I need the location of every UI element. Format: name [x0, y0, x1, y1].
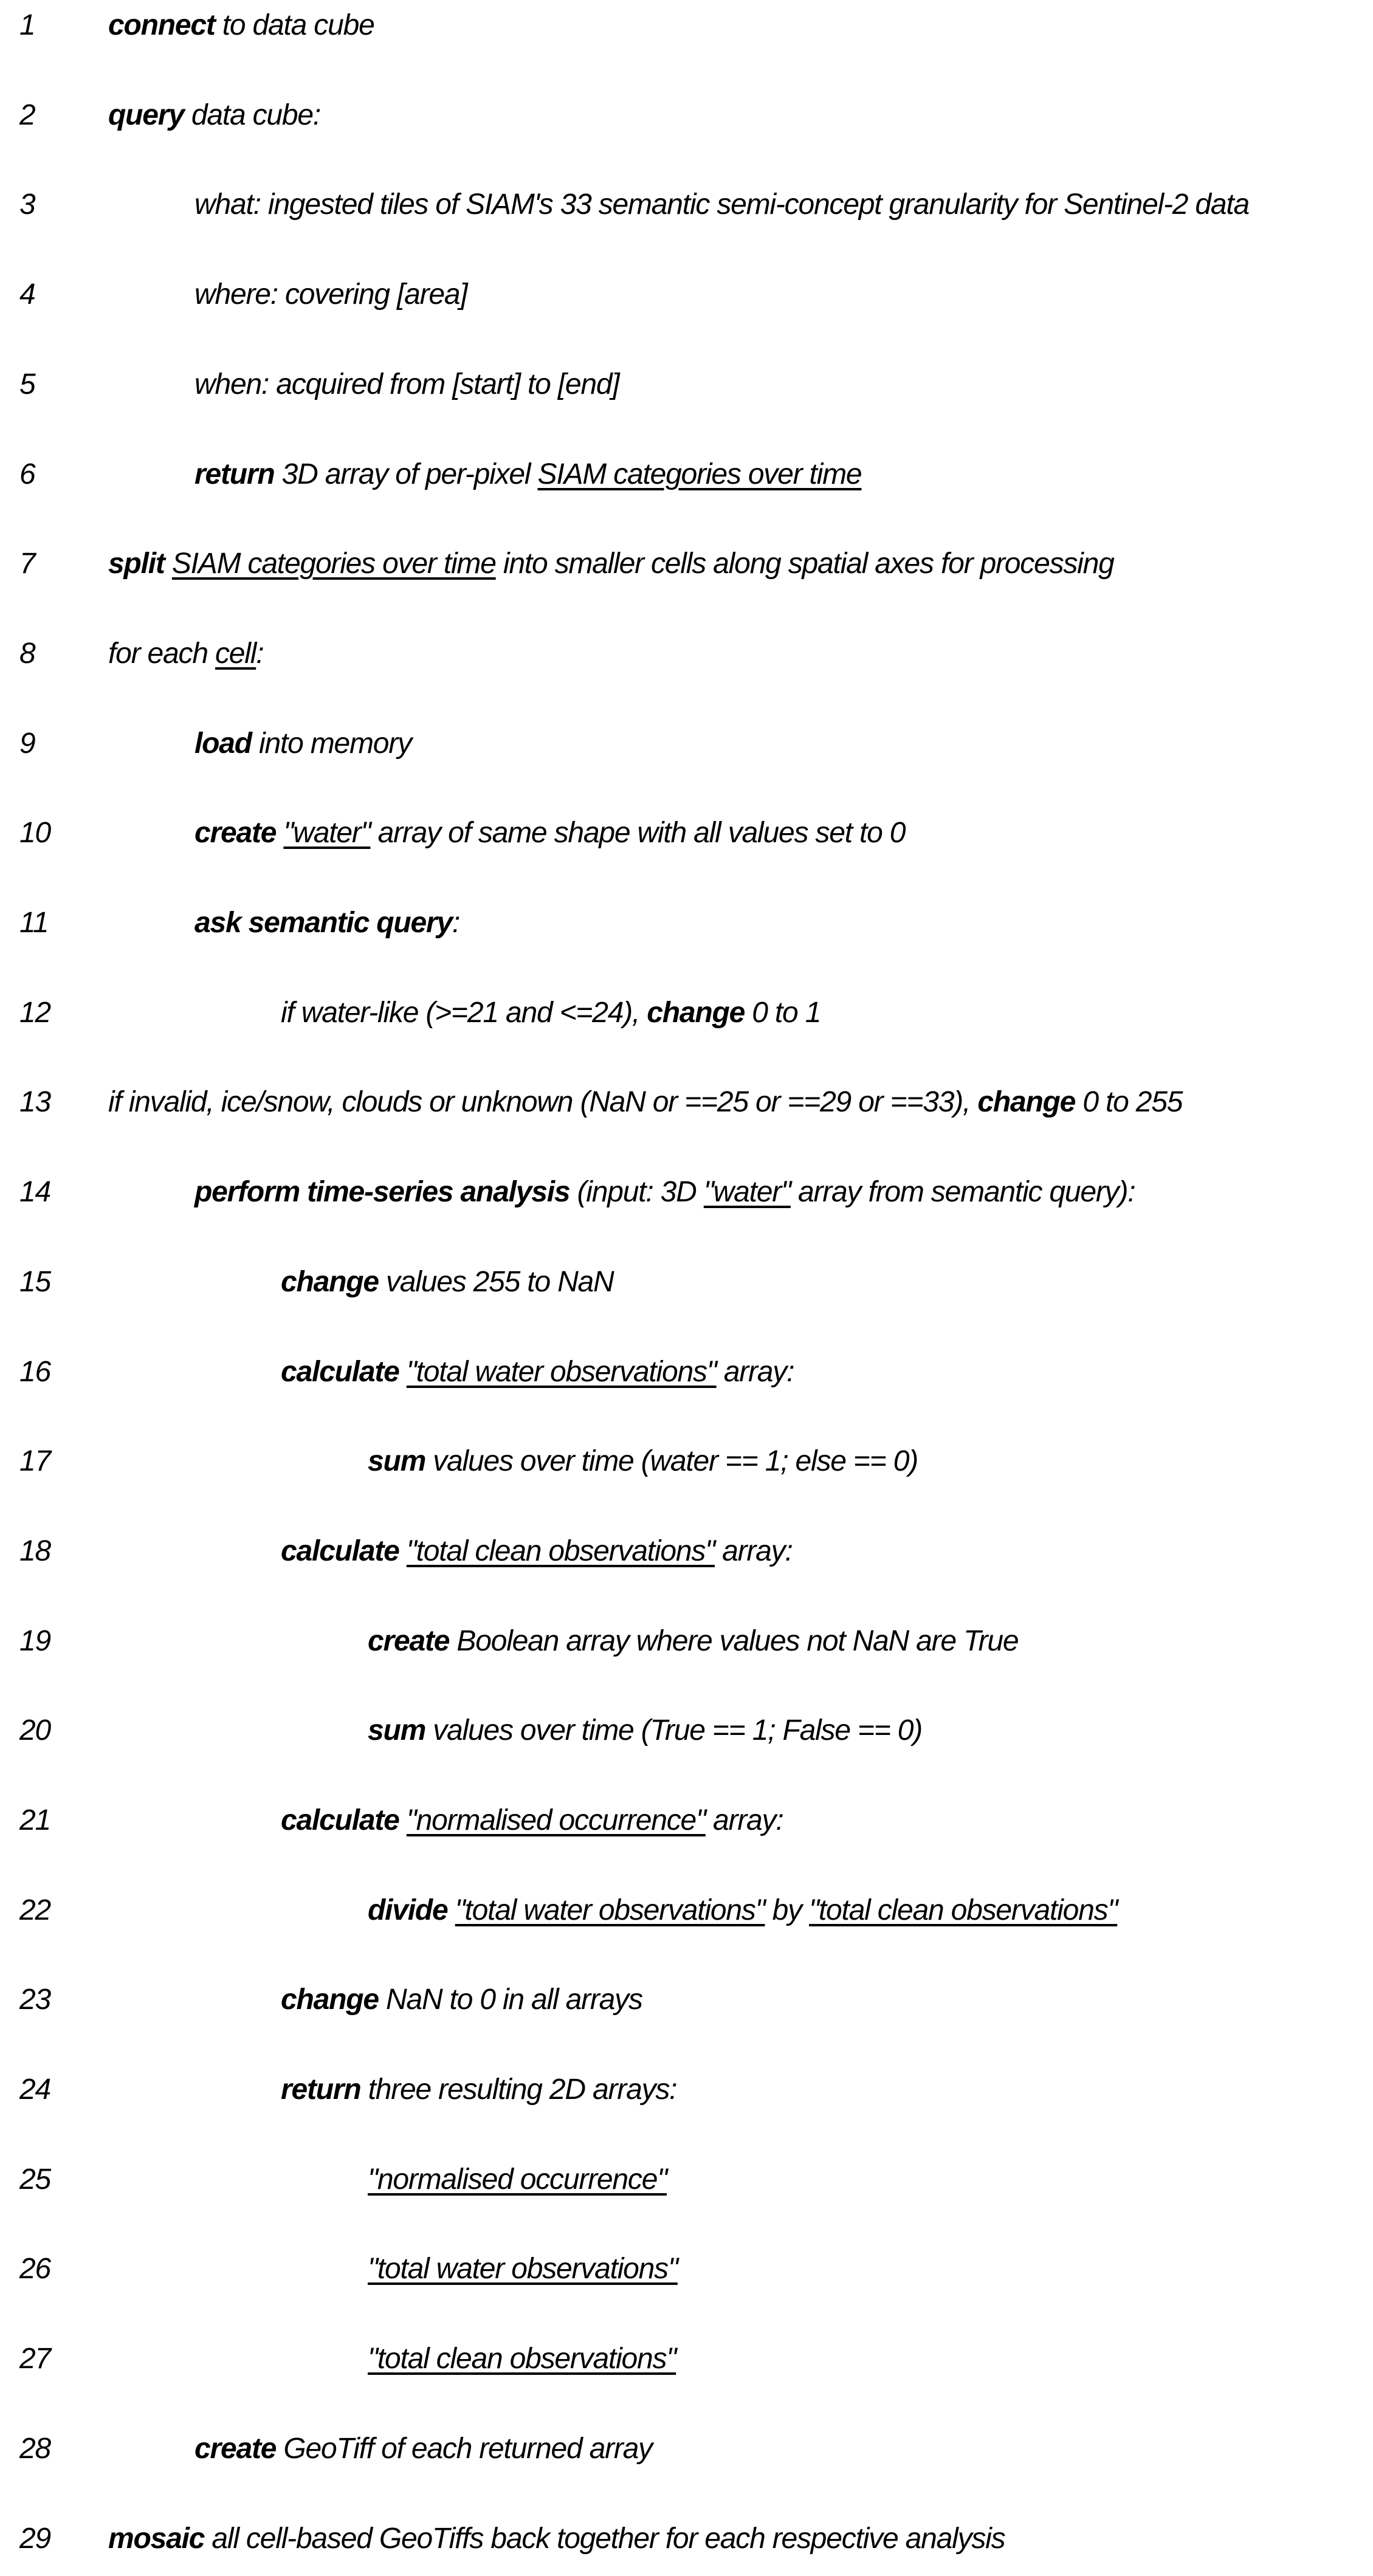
line-text — [108, 91, 320, 140]
text-fragment: 3D array of per-pixel — [274, 458, 538, 490]
text-fragment: array: — [714, 1535, 793, 1567]
keyword: return — [281, 2073, 361, 2106]
variable-name: "total water observations" — [368, 2253, 678, 2285]
code-line — [0, 450, 1373, 499]
line-text — [281, 1796, 783, 1845]
code-line — [0, 1437, 1373, 1486]
code-line — [0, 720, 1373, 768]
code-line — [0, 899, 1373, 947]
code-line — [0, 2425, 1373, 2473]
code-line — [0, 91, 1373, 140]
line-number: 1 — [19, 9, 35, 41]
variable-name: "water" — [703, 1176, 791, 1208]
line-number: 4 — [19, 278, 35, 311]
line-number: 29 — [19, 2523, 50, 2555]
code-line — [0, 1796, 1373, 1845]
text-fragment: where: covering [area] — [194, 278, 467, 311]
text-fragment — [399, 1535, 407, 1567]
text-fragment: Boolean array where values not NaN are True — [449, 1625, 1019, 1657]
line-number: 26 — [19, 2253, 50, 2285]
variable-name: "total clean observations" — [406, 1535, 715, 1567]
line-text — [281, 1527, 793, 1576]
keyword: calculate — [281, 1535, 399, 1567]
code-line — [0, 360, 1373, 409]
line-text — [194, 809, 905, 857]
line-number: 21 — [19, 1804, 50, 1836]
line-text — [368, 1706, 922, 1755]
variable-name: "total water observations" — [406, 1356, 717, 1388]
line-text — [194, 899, 459, 947]
variable-name: "water" — [283, 817, 371, 849]
line-number: 18 — [19, 1535, 50, 1567]
variable-name: cell — [215, 637, 256, 670]
text-fragment: values over time (True == 1; False == 0) — [425, 1714, 923, 1747]
keyword: calculate — [281, 1356, 399, 1388]
line-text — [108, 540, 1114, 588]
line-number: 6 — [19, 458, 35, 490]
code-line — [0, 1348, 1373, 1396]
text-fragment: data cube: — [184, 99, 321, 131]
text-fragment: into memory — [251, 727, 411, 760]
code-line — [0, 270, 1373, 319]
line-text — [368, 2335, 676, 2383]
keyword: change — [281, 1266, 379, 1298]
line-text — [281, 989, 821, 1037]
text-fragment: when: acquired from [start] to [end] — [194, 368, 619, 400]
line-text — [108, 630, 263, 678]
text-fragment: array from semantic query): — [790, 1176, 1135, 1208]
line-number: 19 — [19, 1625, 50, 1657]
variable-name: "normalised occurrence" — [368, 2163, 667, 2196]
line-number: 12 — [19, 997, 50, 1029]
text-fragment: GeoTiff of each returned array — [276, 2433, 652, 2465]
text-fragment: into smaller cells along spatial axes for processing — [495, 548, 1114, 580]
code-line — [0, 989, 1373, 1037]
line-text — [368, 1437, 918, 1486]
text-fragment: all cell-based GeoTiffs back together for each respective analysis — [204, 2523, 1005, 2555]
code-line — [0, 1976, 1373, 2024]
line-number: 13 — [19, 1086, 50, 1118]
line-text — [368, 1617, 1018, 1666]
keyword: change — [647, 997, 745, 1029]
text-fragment: : — [256, 637, 264, 670]
code-line — [0, 1706, 1373, 1755]
line-number: 20 — [19, 1714, 50, 1747]
line-text — [281, 1976, 642, 2024]
code-line — [0, 2515, 1373, 2563]
line-text — [281, 1348, 794, 1396]
code-line — [0, 809, 1373, 857]
text-fragment: to data cube — [215, 9, 374, 41]
line-number: 11 — [19, 907, 49, 939]
keyword: create — [194, 2433, 277, 2465]
variable-name: SIAM categories over time — [171, 548, 496, 580]
line-text — [194, 450, 861, 499]
line-number: 14 — [19, 1176, 50, 1208]
line-text — [368, 2245, 678, 2293]
text-fragment: if invalid, ice/snow, clouds or unknown (NaN or ==25 or ==29 or ==33), — [108, 1086, 978, 1118]
line-number: 23 — [19, 1984, 50, 2016]
text-fragment: 0 to 255 — [1075, 1086, 1183, 1118]
line-text — [194, 1168, 1135, 1217]
text-fragment: values over time (water == 1; else == 0) — [425, 1445, 918, 1477]
line-number: 25 — [19, 2163, 50, 2196]
keyword: change — [977, 1086, 1076, 1118]
line-text — [194, 720, 411, 768]
code-line — [0, 1527, 1373, 1576]
code-line — [0, 2155, 1373, 2204]
code-line — [0, 2335, 1373, 2383]
line-number: 22 — [19, 1894, 50, 1926]
code-line — [0, 2245, 1373, 2293]
text-fragment — [448, 1894, 455, 1926]
keyword: change — [281, 1984, 379, 2016]
line-number: 7 — [19, 548, 35, 580]
text-fragment — [165, 548, 172, 580]
variable-name: SIAM categories over time — [537, 458, 862, 490]
text-fragment: by — [765, 1894, 810, 1926]
keyword: connect — [108, 9, 215, 41]
keyword: calculate — [281, 1804, 399, 1836]
line-number: 3 — [19, 188, 35, 221]
line-text — [194, 360, 619, 409]
line-number: 28 — [19, 2433, 50, 2465]
keyword: split — [108, 548, 165, 580]
keyword: load — [194, 727, 252, 760]
text-fragment: : — [452, 907, 460, 939]
variable-name: "total clean observations" — [368, 2343, 676, 2375]
text-fragment: three resulting 2D arrays: — [360, 2073, 677, 2106]
line-text — [108, 1, 374, 50]
keyword: return — [194, 458, 275, 490]
line-text — [194, 180, 1249, 229]
line-text — [108, 1078, 1182, 1127]
code-line — [0, 1886, 1373, 1935]
line-number: 2 — [19, 99, 35, 131]
code-line — [0, 540, 1373, 588]
code-line — [0, 1617, 1373, 1666]
text-fragment: array: — [705, 1804, 783, 1836]
text-fragment: if water-like (>=21 and <=24), — [281, 997, 647, 1029]
text-fragment — [399, 1356, 407, 1388]
line-number: 16 — [19, 1356, 50, 1388]
keyword: sum — [368, 1445, 426, 1477]
keyword: ask semantic query — [194, 907, 452, 939]
text-fragment: (input: 3D — [570, 1176, 704, 1208]
line-text — [368, 2155, 667, 2204]
text-fragment: for each — [108, 637, 215, 670]
keyword: sum — [368, 1714, 426, 1747]
variable-name: "normalised occurrence" — [406, 1804, 706, 1836]
code-line — [0, 1078, 1373, 1127]
text-fragment: array: — [716, 1356, 794, 1388]
keyword: query — [108, 99, 184, 131]
line-text — [368, 1886, 1117, 1935]
line-number: 27 — [19, 2343, 50, 2375]
code-line — [0, 1, 1373, 50]
text-fragment: values 255 to NaN — [378, 1266, 614, 1298]
code-line — [0, 630, 1373, 678]
variable-name: "total clean observations" — [809, 1894, 1118, 1926]
keyword: perform time-series analysis — [194, 1176, 570, 1208]
variable-name: "total water observations" — [455, 1894, 765, 1926]
line-number: 17 — [19, 1445, 50, 1477]
line-number: 15 — [19, 1266, 50, 1298]
code-line — [0, 1168, 1373, 1217]
line-text — [281, 1258, 614, 1307]
text-fragment: array of same shape with all values set to 0 — [370, 817, 906, 849]
keyword: divide — [368, 1894, 448, 1926]
line-text — [194, 270, 467, 319]
line-text — [281, 2066, 676, 2114]
keyword: create — [368, 1625, 450, 1657]
line-text — [108, 2515, 1005, 2563]
keyword: create — [194, 817, 277, 849]
line-text — [194, 2425, 652, 2473]
code-line — [0, 180, 1373, 229]
code-line — [0, 1258, 1373, 1307]
keyword: mosaic — [108, 2523, 205, 2555]
text-fragment: NaN to 0 in all arrays — [378, 1984, 642, 2016]
code-line — [0, 2066, 1373, 2114]
text-fragment: 0 to 1 — [745, 997, 821, 1029]
line-number: 9 — [19, 727, 35, 760]
text-fragment: what: ingested tiles of SIAM's 33 semantic semi-concept granularity for Sentinel-2 data — [194, 188, 1249, 221]
line-number: 8 — [19, 637, 35, 670]
line-number: 24 — [19, 2073, 50, 2106]
line-number: 10 — [19, 817, 50, 849]
text-fragment — [276, 817, 283, 849]
line-number: 5 — [19, 368, 35, 400]
text-fragment — [399, 1804, 407, 1836]
